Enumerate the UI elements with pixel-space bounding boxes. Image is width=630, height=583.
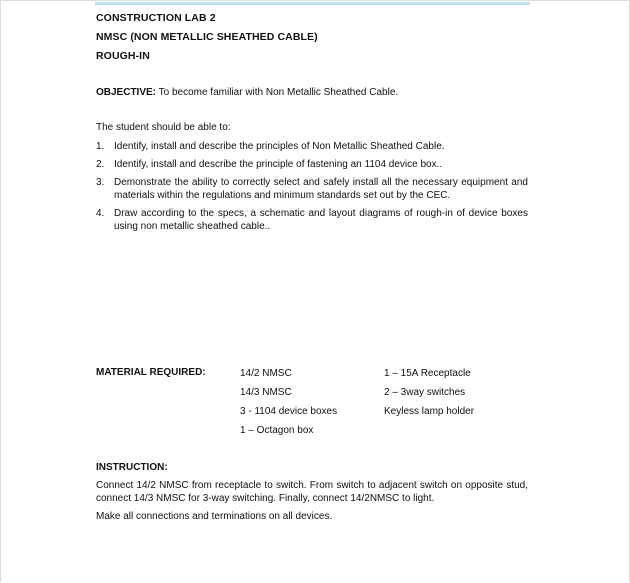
list-item [96, 176, 528, 202]
materials-column-2 [384, 367, 474, 424]
material-item: 14/2 NMSC [240, 368, 292, 379]
objective [96, 86, 528, 99]
list-item [96, 158, 528, 171]
material-item: 1 – 15A Receptacle [384, 368, 471, 379]
list-text: Draw according to the specs, a schematic and layout diagrams of rough-in of device boxes using non metallic sheathed cable.. [114, 208, 528, 232]
material-item: Keyless lamp holder [384, 406, 475, 417]
intro-text: The student should be able to: [96, 122, 231, 133]
instruction-title: INSTRUCTION: [96, 462, 168, 473]
materials-label: MATERIAL REQUIRED: [96, 367, 206, 378]
list-text: Identify, install and describe the principles of Non Metallic Sheathed Cable. [114, 141, 445, 152]
list-item [96, 207, 528, 233]
objective-text: To become familiar with Non Metallic Sheathed Cable. [156, 87, 399, 98]
list-number: 2. [96, 159, 105, 170]
materials-column-1 [240, 367, 337, 443]
instruction-text: Connect 14/2 NMSC from receptacle to switch. From switch to adjacent switch on opposite stud, connect 14/3 NMSC for 3-way switching. Finally, connect 14/2NMSC to light. [96, 480, 528, 504]
objective-label: OBJECTIVE: [96, 87, 157, 98]
material-item: 14/3 NMSC [240, 387, 292, 398]
document-body [96, 12, 528, 238]
list-item [96, 140, 528, 153]
list-number: 4. [96, 208, 105, 219]
list-text: Identify, install and describe the principle of fastening an 1104 device box.. [114, 159, 443, 170]
list-number: 3. [96, 177, 105, 188]
header-rule [95, 2, 530, 5]
material-item: 2 – 3way switches [384, 387, 466, 398]
material-item: 3 - 1104 device boxes [240, 406, 338, 417]
list-number: 1. [96, 141, 105, 152]
instruction-note: Make all connections and terminations on all devices. [96, 511, 333, 522]
lab-subtitle: NMSC (NON METALLIC SHEATHED CABLE) [96, 31, 318, 43]
lab-section: ROUGH-IN [96, 50, 150, 62]
material-item: 1 – Octagon box [240, 425, 314, 436]
instruction-section [96, 461, 528, 523]
list-text: Demonstrate the ability to correctly select and safely install all the necessary equipment and materials within the regulations and minimum standards set out by the CEC. [114, 177, 528, 201]
lab-title: CONSTRUCTION LAB 2 [96, 12, 216, 24]
objectives-list [96, 140, 528, 233]
